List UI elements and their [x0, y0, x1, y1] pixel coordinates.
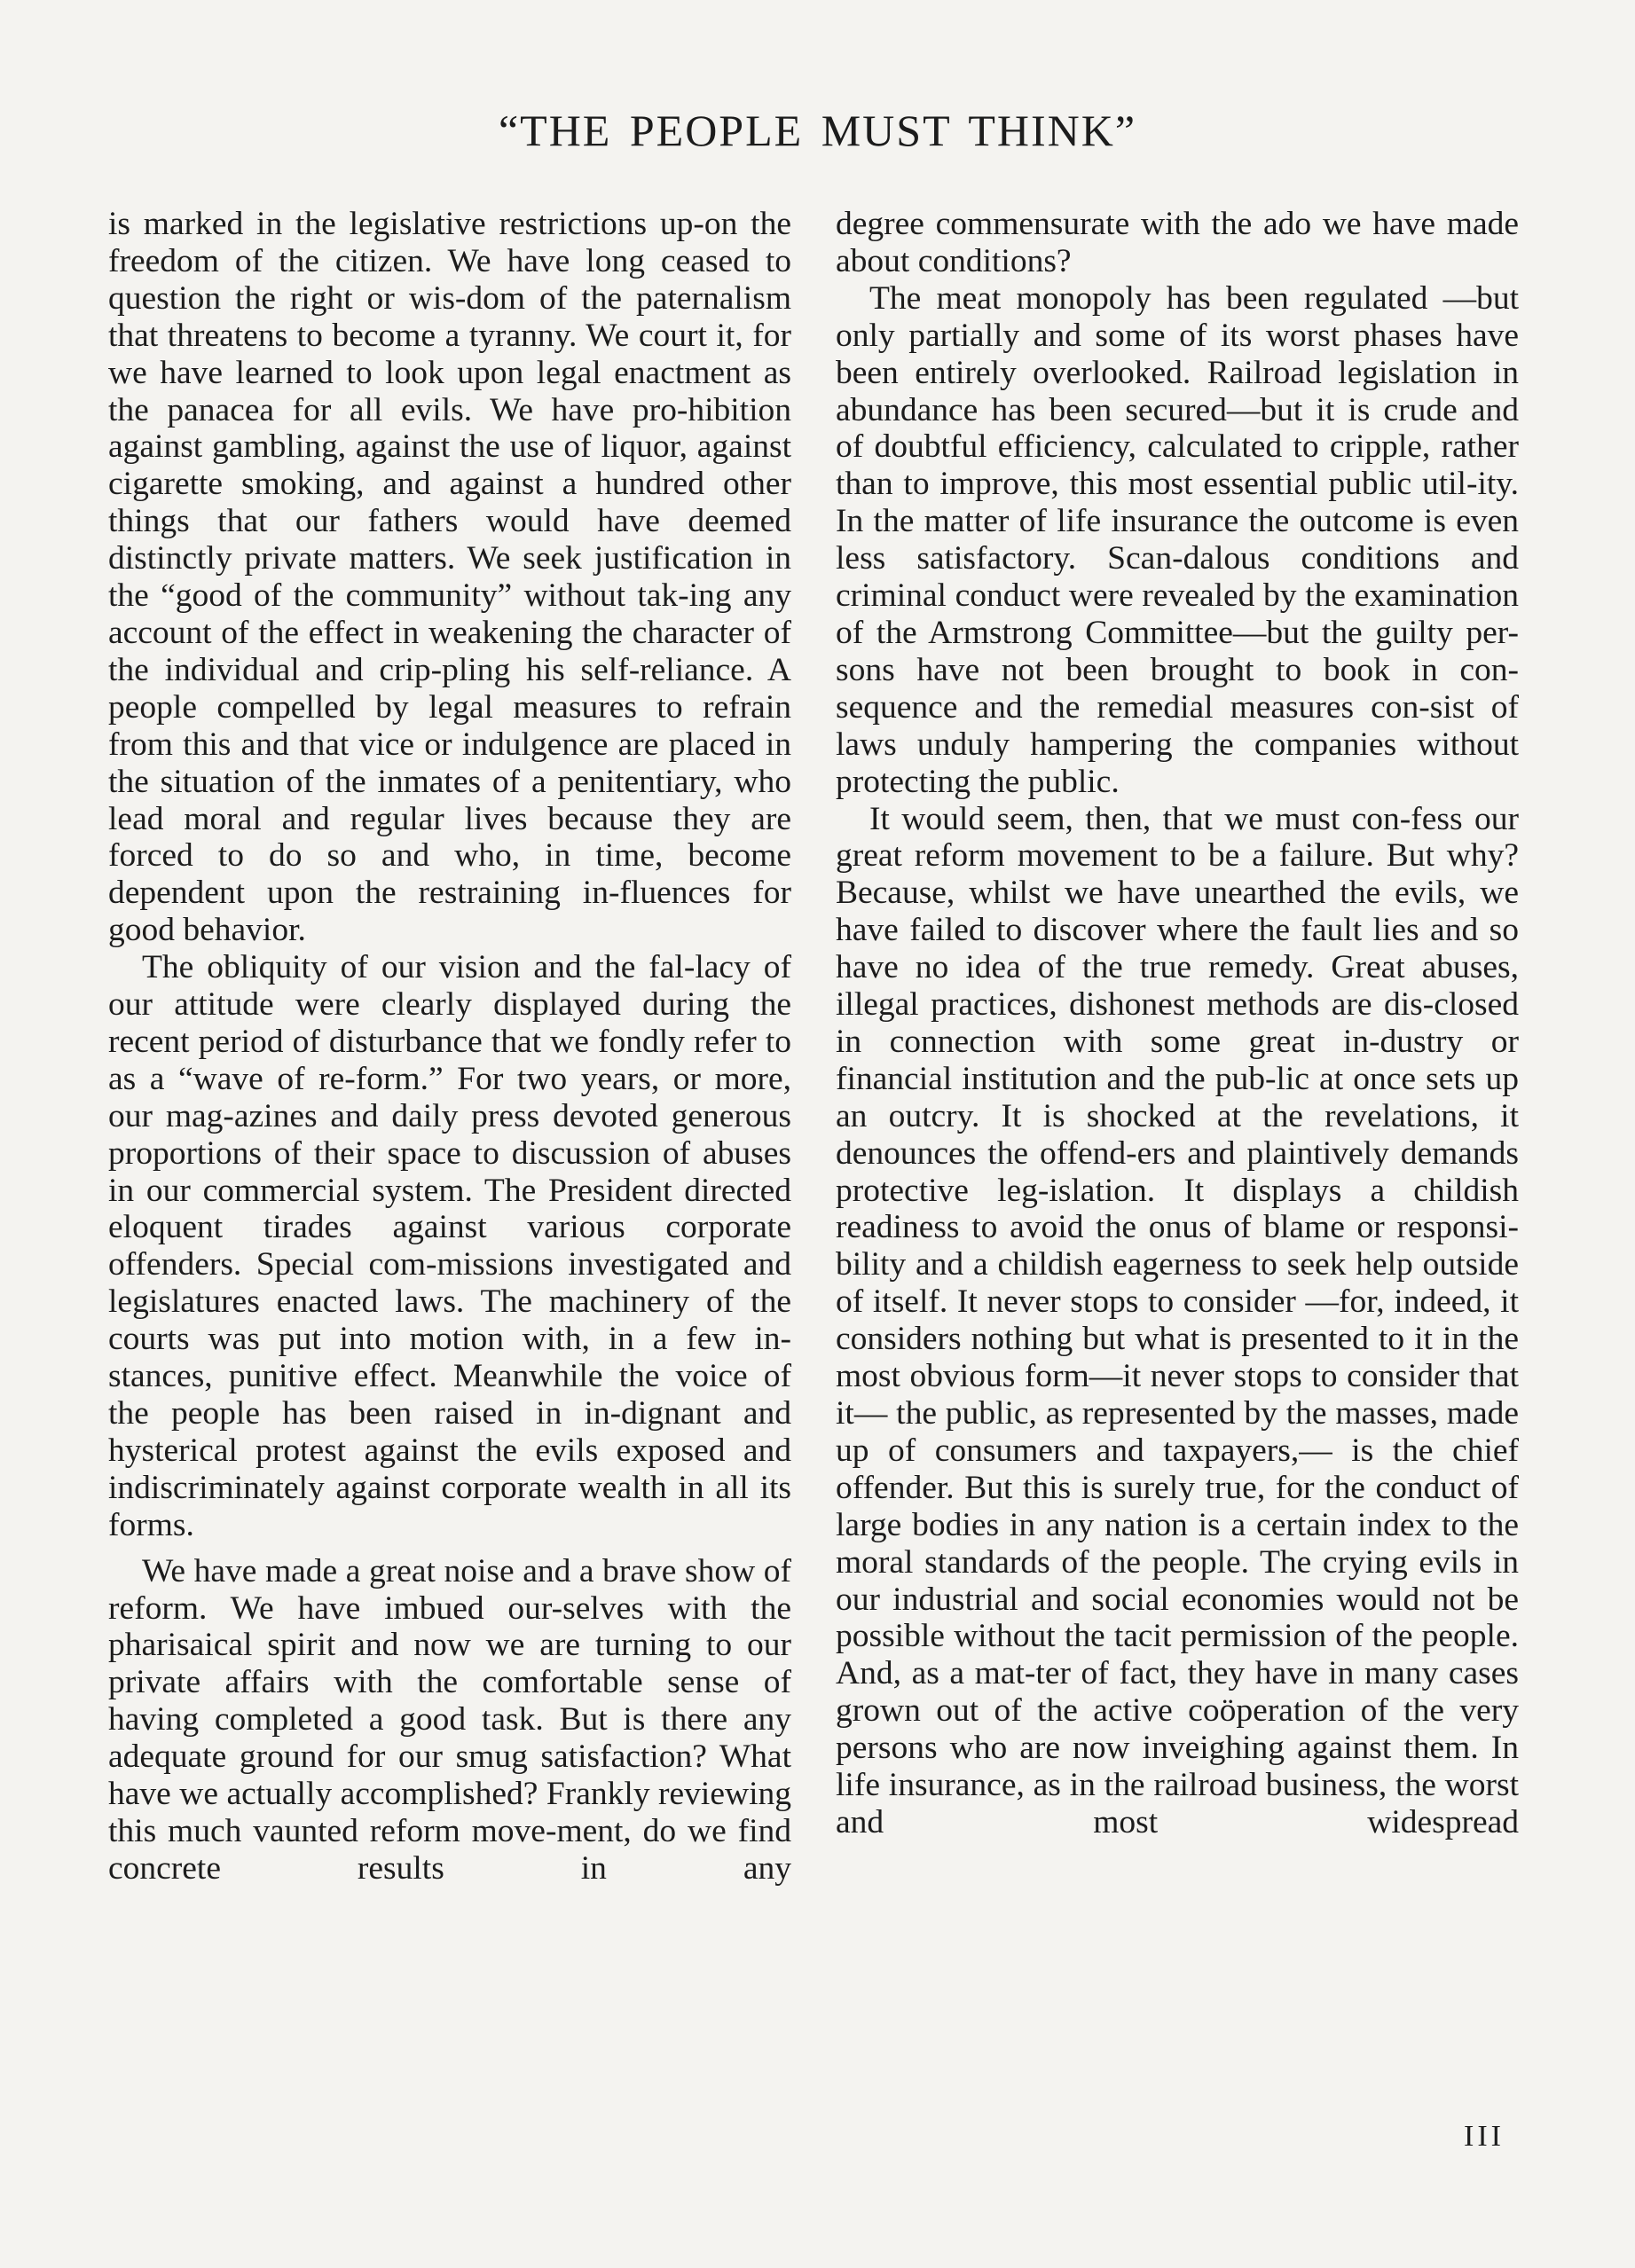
- paragraph-obliquity: The obliquity of our vision and the fal-lacy of our attitude were clearly displayed during the recent period of disturbance that we fondly refer to as a “wave of re-form.” For two years, or more, our mag-azines and daily press devoted generous proportions of their space to discussion of abuses in our commercial system. The President directed eloquent tirades against various corporate offenders. Special com-missions investigated and legislatures enacted laws. The machinery of the courts was put into motion with, in a few in-stances, punitive effect. Meanwhile the voice of the people has been raised in in-dignant and hysterical protest against the evils exposed and indiscriminately against corporate wealth in all its forms.: [108, 949, 791, 1543]
- page-number: III: [1464, 2120, 1505, 2153]
- paragraph-degree-continued: degree commensurate with the ado we have made about conditions?: [836, 206, 1519, 279]
- paragraph-reform-failure: It would seem, then, that we must con-fess our great reform movement to be a failure. But why? Because, whilst we have unearthed the evils, we have failed to discover where the fault lies and so have no idea of the true remedy. Great abuses, illegal practices, dishonest methods are dis-closed in connection with some great in-dustry or financial institution and the pub-lic at once sets up an outcry. It is shocked at the revelations, it denounces the offend-ers and plaintively demands protective leg-islation. It displays a childish readiness to avoid the onus of blame or responsi-bility and a childish eagerness to seek help outside of itself. It never stops to consider —for, indeed, it considers nothing but what is presented to it in the most obvious form—it never stops to consider that it— the public, as represented by the masses, made up of consumers and taxpayers,— is the chief offender. But this is surely true, for the conduct of large bodies in any nation is a certain index to the moral standards of the people. The crying evils in our industrial and social economies would not be possible without the tacit permission of the people. And, as a mat-ter of fact, they have in many cases grown out of the active coöperation of the very persons who are now inveighing against them. In life insurance, as in the railroad business, the worst and most widespread: [836, 800, 1519, 1840]
- paragraph-great-noise: We have made a great noise and a brave show of reform. We have imbued our-selves with the pharisaical spirit and now we are turning to our private affairs with the comfortable sense of having completed a good task. But is there any adequate ground for our smug satisfaction? What have we actually accomplished? Frankly reviewing this much vaunted reform move-ment, do we find concrete results in any: [108, 1552, 791, 1887]
- left-column: [108, 206, 791, 1887]
- right-column: [836, 206, 1519, 1841]
- paragraph-meat-monopoly: The meat monopoly has been regulated —but only partially and some of its worst phases have been entirely overlooked. Railroad legislation in abundance has been secured—but it is crude and of doubtful efficiency, calculated to cripple, rather than to improve, this most essential public util-ity. In the matter of life insurance the outcome is even less satisfactory. Scan-dalous conditions and criminal conduct were revealed by the examination of the Armstrong Committee—but the guilty per-sons have not been brought to book in con-sequence and the remedial measures con-sist of laws unduly hampering the companies without protecting the public.: [836, 279, 1519, 800]
- paragraph-continued: is marked in the legislative restrictions up-on the freedom of the citizen. We have long ceased to question the right or wis-dom of the paternalism that threatens to become a tyranny. We court it, for we have learned to look upon legal enactment as the panacea for all evils. We have pro-hibition against gambling, against the use of liquor, against cigarette smoking, and against a hundred other things that our fathers would have deemed distinctly private matters. We seek justification in the “good of the community” without tak-ing any account of the effect in weakening the character of the individual and crip-pling his self-reliance. A people compelled by legal measures to refrain from this and that vice or indulgence are placed in the situation of the inmates of a penitentiary, who lead moral and regular lives because they are forced to do so and who, in time, become dependent upon the restraining in-fluences for good behavior.: [108, 206, 791, 949]
- running-title: “THE PEOPLE MUST THINK”: [498, 106, 1137, 155]
